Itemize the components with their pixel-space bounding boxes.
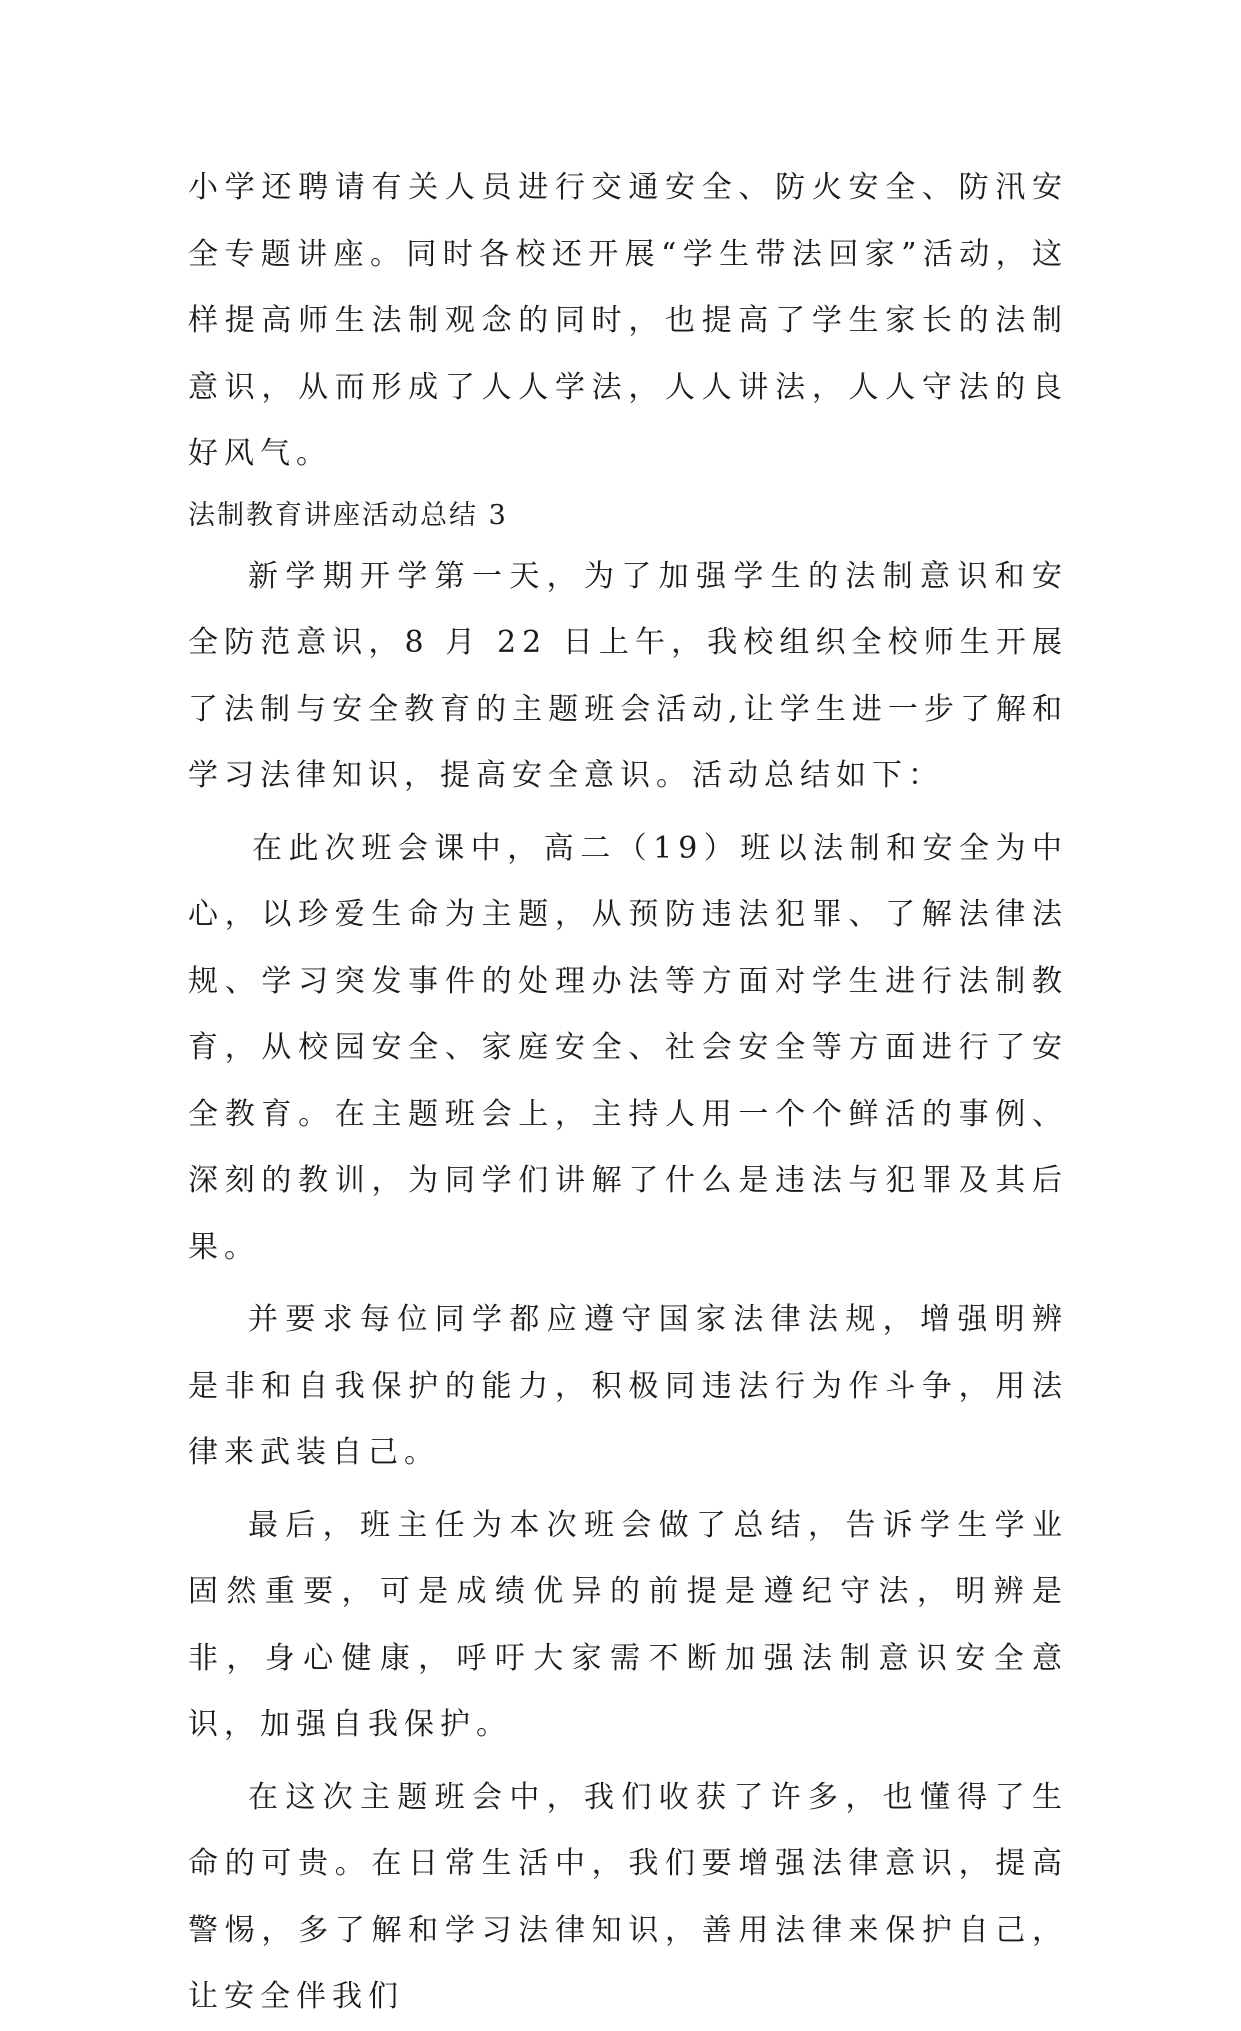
paragraph-continuation: 小学还聘请有关人员进行交通安全、防火安全、防汛安全专题讲座。同时各校还开展“学生带法回家”活动，这样提高师生法制观念的同时，也提高了学生家长的法制意识，从而形成了人人学法，人人讲法，人人守法的良好风气。 (188, 170, 1068, 471)
paragraph-requirements: 并要求每位同学都应遵守国家法律法规，增强明辨是非和自我保护的能力，积极同违法行为作斗争，用法律来武装自己。 (188, 1302, 1068, 1470)
paragraph-class-meeting: 在此次班会课中，高二（19）班以法制和安全为中心，以珍爱生命为主题，从预防违法犯罪、了解法律法规、学习突发事件的处理办法等方面对学生进行法制教育，从校园安全、家庭安全、社会安全等方面进行了安全教育。在主题班会上，主持人用一个个鲜活的事例、深刻的教训，为同学们讲解了什么是违法与犯罪及其后果。 (188, 830, 1068, 1265)
section-heading: 法制教育讲座活动总结 3 (188, 499, 508, 531)
document-body (188, 155, 1068, 2031)
paragraph-reflection: 在这次主题班会中，我们收获了许多，也懂得了生命的可贵。在日常生活中，我们要增强法律意识，提高警惕，多了解和学习法律知识，善用法律来保护自己，让安全伴我们 (188, 1779, 1068, 2014)
paragraph-summary: 最后，班主任为本次班会做了总结，告诉学生学业固然重要，可是成绩优异的前提是遵纪守法，明辨是非，身心健康，呼吁大家需不断加强法制意识安全意识，加强自我保护。 (188, 1507, 1068, 1742)
paragraph-intro: 新学期开学第一天，为了加强学生的法制意识和安全防范意识，8 月 22 日上午，我校组织全校师生开展了法制与安全教育的主题班会活动,让学生进一步了解和学习法律知识，提高安全意识。活动总结如下： (188, 558, 1068, 793)
